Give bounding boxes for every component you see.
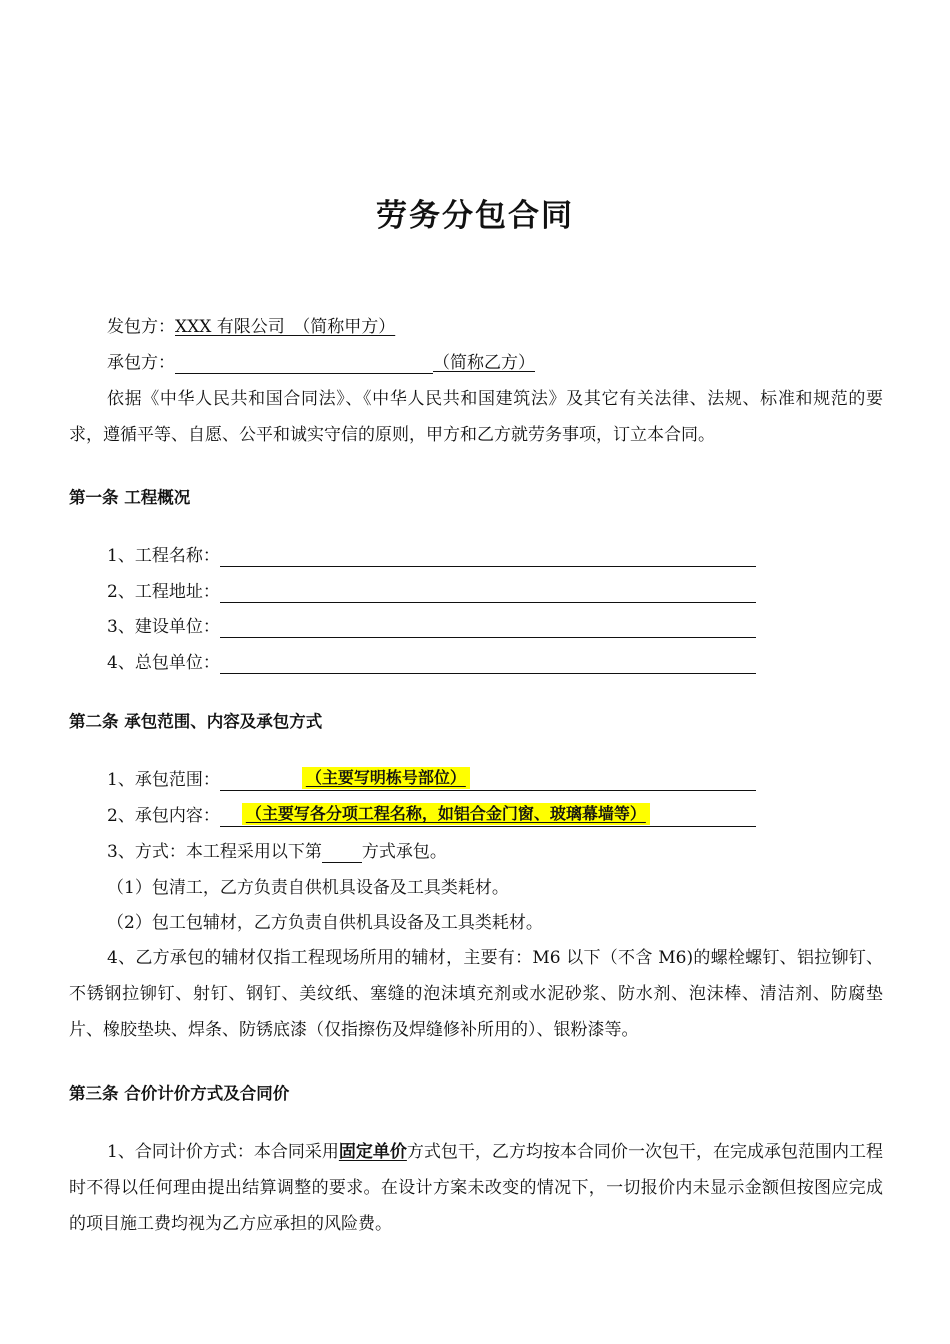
scope-label: 1、承包范围： xyxy=(107,770,220,790)
article2-heading: 第二条 承包范围、内容及承包方式 xyxy=(69,712,323,731)
field-general-contractor xyxy=(107,652,756,674)
auxiliary-materials-paragraph: 4、乙方承包的辅材仅指工程现场所用的辅材，主要有：M6 以下（不含 M6)的螺栓螺钉、铝拉铆钉、不锈钢拉铆钉、射钉、钢钉、美纹纸、塞缝的泡沫填充剂或水泥砂浆、防水剂、泡沫棒、清洁剂、防腐垫片、橡胶垫块、焊条、防锈底漆（仅指擦伤及焊缝修补所用的）、银粉漆等。 xyxy=(69,948,883,1040)
content-hint: （主要写各分项工程名称，如铝合金门窗、玻璃幕墙等） xyxy=(242,803,650,825)
employer-value[interactable]: XXX 有限公司 （简称甲方） xyxy=(175,317,396,337)
field-label: 4、总包单位： xyxy=(107,653,220,673)
mode-blank[interactable] xyxy=(322,843,362,863)
option-1: （1）包清工，乙方负责自供机具设备及工具类耗材。 xyxy=(107,878,509,898)
field-client-blank[interactable] xyxy=(220,618,756,638)
field-client xyxy=(107,616,756,638)
contractor-line xyxy=(107,352,535,374)
pricing-paragraph xyxy=(69,1134,883,1242)
field-project-name xyxy=(107,545,756,567)
content-label: 2、承包内容： xyxy=(107,806,220,826)
content-line xyxy=(107,805,756,827)
content-blank[interactable] xyxy=(220,804,756,827)
scope-blank[interactable] xyxy=(220,768,756,791)
pricing-suffix: 方式包干，乙方均按本合同价一次包干，在完成承包范围内工程时不得以任何理由提出结算调整的要求。在设计方案未改变的情况下，一切报价内未显示金额但按图应完成的项目施工费均视为乙方应承担的风险费。 xyxy=(69,1142,883,1234)
employer-line xyxy=(107,316,395,338)
employer-label: 发包方： xyxy=(107,317,175,337)
field-label: 1、工程名称： xyxy=(107,546,220,566)
pricing-prefix: 1、合同计价方式：本合同采用 xyxy=(107,1142,339,1162)
article1-heading: 第一条 工程概况 xyxy=(69,488,191,507)
field-project-address-blank[interactable] xyxy=(220,583,756,603)
contractor-blank[interactable] xyxy=(175,354,433,374)
field-general-contractor-blank[interactable] xyxy=(220,654,756,674)
document-title: 劳务分包合同 xyxy=(376,198,574,234)
mode-line xyxy=(107,841,447,863)
scope-hint: （主要写明栋号部位） xyxy=(302,767,470,789)
field-label: 2、工程地址： xyxy=(107,582,220,602)
field-label: 3、建设单位： xyxy=(107,617,220,637)
contractor-suffix: （简称乙方） xyxy=(433,353,535,373)
option-2: （2）包工包辅材，乙方负责自供机具设备及工具类耗材。 xyxy=(107,913,543,933)
field-project-name-blank[interactable] xyxy=(220,547,756,567)
scope-line xyxy=(107,769,756,791)
intro-paragraph: 依据《中华人民共和国合同法》、《中华人民共和国建筑法》及其它有关法律、法规、标准和规范的要求，遵循平等、自愿、公平和诚实守信的原则，甲方和乙方就劳务事项，订立本合同。 xyxy=(69,389,883,445)
mode-suffix: 方式承包。 xyxy=(361,842,447,862)
mode-prefix: 3、方式：本工程采用以下第 xyxy=(107,842,322,862)
article3-heading: 第三条 合价计价方式及合同价 xyxy=(69,1084,290,1103)
contractor-label: 承包方： xyxy=(107,353,175,373)
field-project-address xyxy=(107,581,756,603)
pricing-emphasis: 固定单价 xyxy=(338,1142,407,1162)
